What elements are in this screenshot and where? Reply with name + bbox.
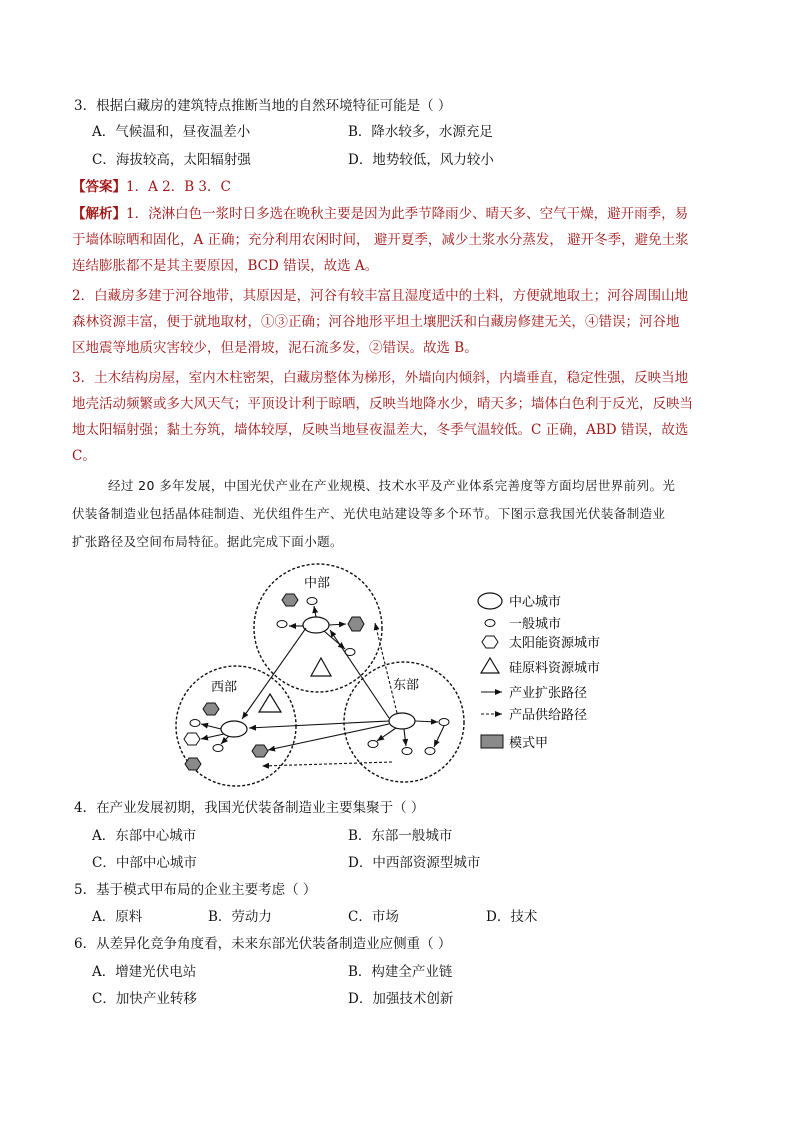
east-general-city: [402, 748, 412, 755]
expansion-arrow: [404, 729, 406, 746]
central-general-city: [277, 621, 287, 628]
analysis-line-3: 连结膨胀都不是其主要原因，BCD 错误，故选 A。: [72, 258, 379, 274]
expansion-arrow: [329, 624, 346, 625]
q6-option-c: C．加快产业转移: [92, 991, 197, 1007]
analysis-line-10: C。: [72, 448, 96, 464]
legend-general-city-icon: [485, 620, 495, 627]
supply-arrow: [262, 762, 392, 766]
answer-block: [72, 177, 231, 197]
answer-tag: 【答案】: [72, 179, 126, 195]
q5-stem: 5．基于模式甲布局的企业主要考虑（ ）: [74, 882, 317, 898]
q4-option-c: C．中部中心城市: [92, 855, 197, 871]
region-central-label: 中部: [304, 576, 331, 591]
q6-stem: 6．从差异化竞争角度看，未来东部光伏装备制造业应侧重（ ）: [74, 936, 452, 952]
q4-option-b: B．东部一般城市: [348, 828, 453, 844]
analysis-line-1: [72, 204, 688, 224]
expansion-arrow: [249, 721, 389, 728]
east-general-city: [439, 719, 449, 726]
legend-model-a-swatch: [481, 735, 503, 748]
passage-line-3: 扩张路径及空间布局特征。据此完成下面小题。: [72, 534, 343, 549]
q4-option-d: D．中西部资源型城市: [348, 855, 481, 871]
region-east-label: 东部: [393, 678, 420, 693]
analysis-line-2: 于墙体晾晒和固化，A 正确；充分利用农闲时间， 避开夏季，减少土浆水分蒸发， 避开冬季，避免土浆: [72, 232, 689, 248]
central-silicon-triangle: [311, 658, 331, 676]
west-model-hex: [185, 758, 201, 770]
q3-stem: 3．根据白藏房的建筑特点推断当地的自然环境特征可能是（ ）: [74, 98, 452, 114]
central-model-hex: [348, 617, 364, 631]
analysis-text-1: 1．浇淋白色一浆时日多选在晚秋主要是因为此季节降雨少、晴天多、空气干燥，避开雨季，易: [126, 206, 689, 222]
legend-label-supply-path: 产品供给路径: [509, 708, 588, 723]
industry-diagram: [170, 562, 640, 794]
expansion-arrow: [415, 721, 438, 722]
q5-option-a: A．原料: [92, 909, 143, 925]
q3-option-b: B．降水较多，水源充足: [348, 124, 493, 140]
east-center-city: [389, 713, 415, 729]
expansion-arrow: [324, 631, 345, 649]
west-center-city: [221, 721, 247, 737]
q3-option-a: A．气候温和，昼夜温差小: [92, 124, 251, 140]
legend-label-general-city: 一般城市: [509, 617, 562, 632]
q6-option-b: B．构建全产业链: [348, 964, 453, 980]
q6-option-d: D．加强技术创新: [348, 991, 454, 1007]
legend-solar-hex-icon: [482, 636, 498, 648]
expansion-arrow: [377, 728, 396, 741]
expansion-arrow: [221, 736, 229, 744]
expansion-arrow: [434, 726, 444, 747]
analysis-line-7: 3．土木结构房屋，室内木柱密架，白藏房整体为梯形，外墙向内倾斜，内墙垂直，稳定性强，反映当地: [72, 370, 689, 386]
west-model-hex: [203, 703, 219, 715]
legend-center-city-icon: [478, 593, 502, 609]
west-silicon-triangle: [259, 694, 281, 712]
west-model-hex: [252, 745, 268, 757]
legend-label-expansion-path: 产业扩张路径: [509, 686, 588, 701]
west-general-city: [190, 720, 200, 727]
q4-option-a: A．东部中心城市: [92, 828, 197, 844]
east-general-city: [425, 748, 435, 755]
analysis-line-9: 地太阳辐射强；黏土夯筑，墙体较厚，反映当地昼夜温差大，冬季气温较低。C 正确，ABD 错误，故选: [72, 422, 689, 438]
q4-stem: 4．在产业发展初期，我国光伏装备制造业主要集聚于（ ）: [74, 800, 425, 816]
legend-label-model-a: 模式甲: [509, 736, 549, 751]
q5-option-b: B．劳动力: [208, 909, 272, 925]
central-center-city: [303, 617, 329, 633]
q3-option-d: D．地势较低，风力较小: [348, 152, 494, 168]
expansion-arrow: [201, 734, 224, 739]
legend-label-silicon-city: 硅原料资源城市: [509, 661, 601, 676]
q5-option-c: C．市场: [348, 909, 399, 925]
passage-line-2: 伏装备制造业包括晶体硅制造、光伏组件生产、光伏电站建设等多个环节。下图示意我国光伏装备制造业: [72, 506, 666, 521]
region-west-label: 西部: [211, 680, 238, 695]
analysis-line-5: 森林资源丰富，便于就地取材，①③正确；河谷地形平坦土壤肥沃和白藏房修建无关，④错误；河谷地: [72, 314, 680, 330]
legend-label-center-city: 中心城市: [509, 595, 562, 610]
central-model-hex: [282, 594, 298, 606]
west-solar-hex: [184, 733, 200, 745]
legend-silicon-triangle-icon: [481, 658, 499, 673]
west-general-city: [213, 745, 223, 752]
analysis-line-6: 区地震等地质灾害较少，但是滑坡，泥石流多发，②错误。故选 B。: [72, 340, 478, 356]
q3-option-c: C．海拔较高，太阳辐射强: [92, 152, 251, 168]
reading-passage: [72, 472, 722, 556]
analysis-tag: 【解析】: [72, 206, 126, 222]
central-general-city: [307, 598, 317, 605]
east-general-city: [368, 741, 378, 748]
q5-option-d: D．技术: [486, 909, 538, 925]
passage-line-1: 经过 20 多年发展，中国光伏产业在产业规模、技术水平及产业体系完善度等方面均居世界前列。光: [108, 478, 676, 493]
legend-label-solar-city: 太阳能资源城市: [509, 636, 601, 651]
answer-text: 1．A 2．B 3．C: [126, 179, 231, 195]
q6-option-a: A．增建光伏电站: [92, 964, 197, 980]
analysis-line-4: 2．白藏房多建于河谷地带，其原因是，河谷有较丰富且湿度适中的土料，方便就地取土；河谷周围山地: [72, 288, 689, 304]
analysis-line-8: 地壳活动频繁或多大风天气；平顶设计利于晾晒，反映当地降水少，晴天多；墙体白色利于反光，反映当: [72, 396, 693, 412]
expansion-arrow: [314, 606, 316, 617]
expansion-arrow: [201, 724, 221, 729]
